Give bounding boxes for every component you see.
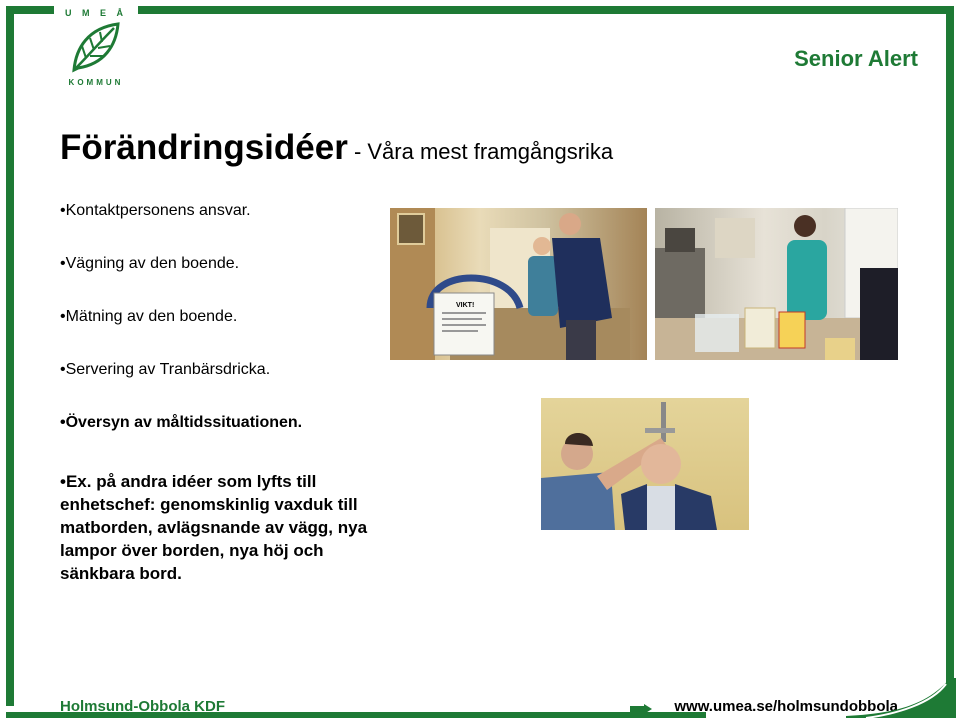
photo-kitchen xyxy=(655,208,898,360)
frame-top-border xyxy=(6,6,954,14)
logo-bottom-text: KOMMUN xyxy=(68,78,124,87)
title-main: Förändringsidéer xyxy=(60,128,348,167)
title-subtitle: - Våra mest framgångsrika xyxy=(347,139,614,164)
arrow-right-icon xyxy=(630,704,652,714)
photo-corridor xyxy=(390,208,647,360)
umea-kommun-logo xyxy=(54,4,138,92)
logo-top-text: U M E Å xyxy=(64,8,127,18)
slide-title xyxy=(60,128,613,168)
list-item: •Vägning av den boende. xyxy=(60,255,240,272)
photo-measurement xyxy=(541,398,749,530)
list-item: •Översyn av måltidssituationen. xyxy=(60,414,303,431)
footer-url: www.umea.se/holmsundobbola xyxy=(674,698,898,715)
leaf-icon xyxy=(66,18,126,76)
frame-right-border xyxy=(946,6,954,686)
sign-text: VIKT! xyxy=(456,302,475,309)
footer-organization: Holmsund-Obbola KDF xyxy=(60,698,225,715)
frame-left-border xyxy=(6,6,14,706)
list-item: •Servering av Tranbärsdricka. xyxy=(60,361,271,378)
brand-title: Senior Alert xyxy=(794,46,918,71)
other-ideas-text: •Ex. på andra idéer som lyfts till enhetschef: genomskinlig vaxduk till matborden, avlägsnande av vägg, nya lampor över borden, nya höj och sänkbara bord. xyxy=(60,472,368,583)
idea-list xyxy=(60,202,302,467)
list-item: •Mätning av den boende. xyxy=(60,308,238,325)
corner-swoosh xyxy=(846,678,956,718)
list-item: •Kontaktpersonens ansvar. xyxy=(60,202,251,219)
